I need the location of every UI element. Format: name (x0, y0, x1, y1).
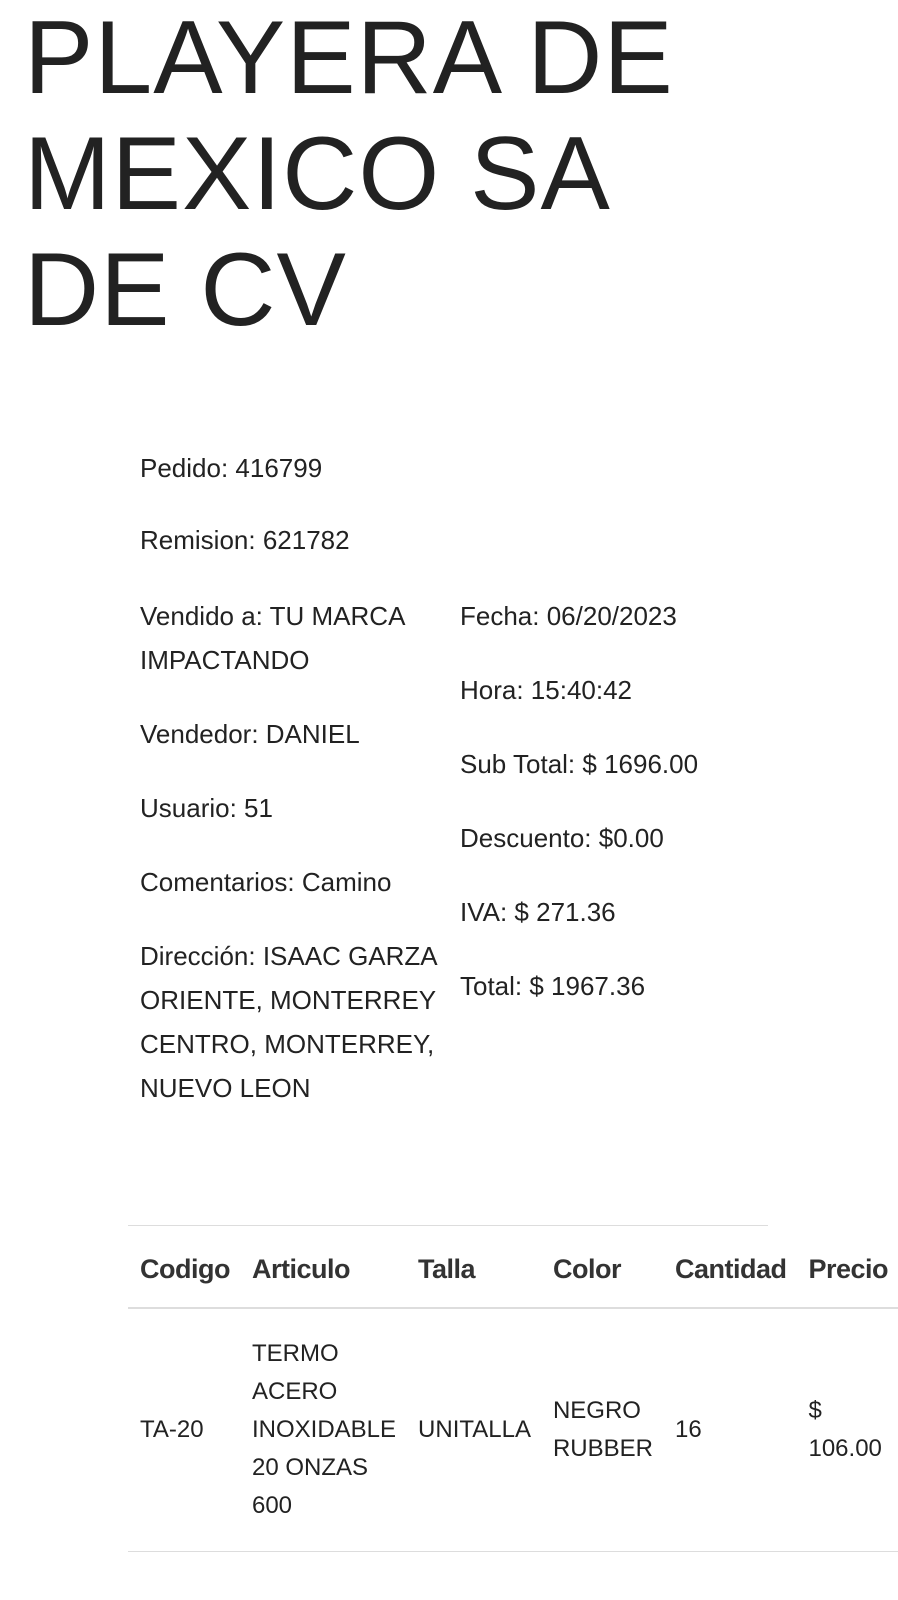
header-articulo: Articulo (240, 1232, 406, 1308)
cell-codigo: TA-20 (128, 1308, 240, 1552)
address: Dirección: ISAAC GARZA ORIENTE, MONTERREY CENTRO, MONTERREY, NUEVO LEON (140, 941, 437, 1103)
order-number: Pedido: 416799 (140, 453, 323, 483)
header-color: Color (541, 1232, 663, 1308)
order-date: Fecha: 06/20/2023 (460, 601, 677, 631)
customer-info-column (140, 594, 440, 1140)
grand-total: Total: $ 1967.36 (460, 971, 646, 1001)
totals-column (460, 594, 800, 1038)
sub-total: Sub Total: $ 1696.00 (460, 749, 699, 779)
cell-color: NEGRO RUBBER (541, 1308, 663, 1552)
table-row (128, 1308, 898, 1552)
sold-to: Vendido a: TU MARCA IMPACTANDO (140, 601, 404, 675)
header-precio: Precio (796, 1232, 898, 1308)
tax-iva: IVA: $ 271.36 (460, 897, 616, 927)
header-cantidad: Cantidad (663, 1232, 797, 1308)
cell-articulo: TERMO ACERO INOXIDABLE 20 ONZAS 600 (240, 1308, 406, 1552)
remission-number: Remision: 621782 (140, 525, 350, 555)
seller: Vendedor: DANIEL (140, 719, 360, 749)
cell-precio: $ 106.00 (796, 1308, 898, 1552)
table-header-row (128, 1232, 898, 1308)
cell-talla: UNITALLA (406, 1308, 541, 1552)
header-codigo: Codigo (128, 1232, 240, 1308)
items-table-container[interactable] (128, 1232, 889, 1600)
table-top-divider (128, 1225, 768, 1226)
user: Usuario: 51 (140, 793, 273, 823)
cell-cantidad: 16 (663, 1308, 797, 1552)
items-table (128, 1232, 898, 1552)
header-talla: Talla (406, 1232, 541, 1308)
company-name: PLAYERA DE MEXICO SA DE CV (24, 0, 674, 348)
discount: Descuento: $0.00 (460, 823, 664, 853)
order-time: Hora: 15:40:42 (460, 675, 633, 705)
comments: Comentarios: Camino (140, 867, 392, 897)
